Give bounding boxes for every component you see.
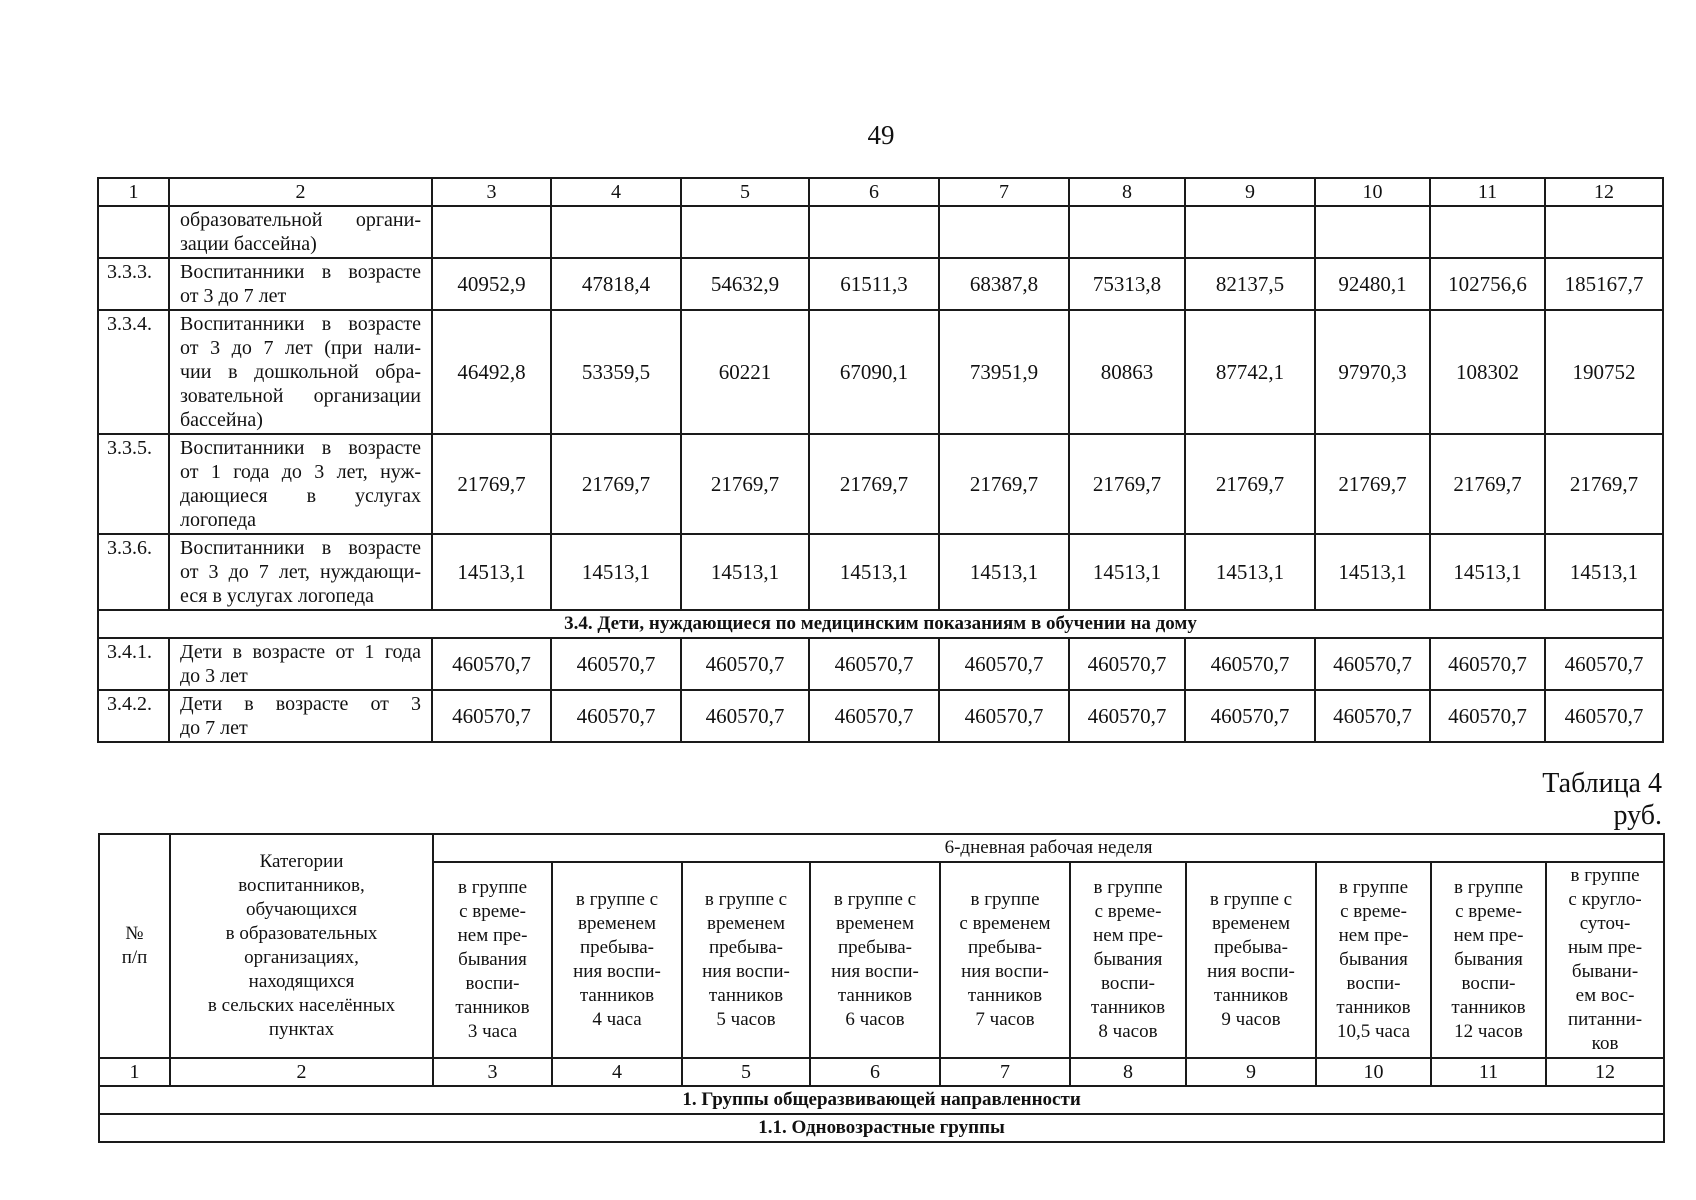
- value-cell: [809, 206, 939, 258]
- row-code: [98, 206, 169, 258]
- column-number: 5: [681, 178, 809, 206]
- group-header: в группе с временем пребыва- ния воспи- танников 6 часов: [810, 862, 940, 1058]
- value-cell: 460570,7: [1315, 690, 1430, 742]
- column-number: 11: [1430, 178, 1545, 206]
- value-cell: 460570,7: [1430, 690, 1545, 742]
- value-cell: 460570,7: [939, 690, 1069, 742]
- value-cell: 14513,1: [939, 534, 1069, 610]
- description-line: Воспитанники в возрасте: [180, 313, 421, 335]
- column-number: 8: [1070, 1058, 1186, 1086]
- column-number: 2: [169, 178, 432, 206]
- row-description: [169, 434, 432, 534]
- group-header: в группе с кругло- суточ- ным пре- бывани- ем вос- питанни- ков: [1546, 862, 1664, 1058]
- group-header: в группе с време- нем пре- бывания воспи- танников 3 часа: [433, 862, 552, 1058]
- description-line: от 3 до 7 лет, нуждающи-: [180, 561, 421, 583]
- row-code: 3.3.3.: [98, 258, 169, 310]
- column-number: 7: [939, 178, 1069, 206]
- value-cell: 53359,5: [551, 310, 681, 434]
- column-number: 5: [682, 1058, 810, 1086]
- value-cell: 460570,7: [1315, 638, 1430, 690]
- section-row: [98, 610, 1663, 638]
- column-number: 1: [99, 1058, 170, 1086]
- value-cell: 61511,3: [809, 258, 939, 310]
- value-cell: 97970,3: [1315, 310, 1430, 434]
- row-description: [169, 258, 432, 310]
- description-line: до 7 лет: [180, 717, 248, 739]
- value-cell: 46492,8: [432, 310, 551, 434]
- page-number: 49: [867, 120, 895, 150]
- value-cell: 14513,1: [432, 534, 551, 610]
- value-cell: 460570,7: [1545, 638, 1663, 690]
- value-cell: 185167,7: [1545, 258, 1663, 310]
- row-description: [169, 206, 432, 258]
- row-code: 3.3.6.: [98, 534, 169, 610]
- value-cell: 21769,7: [432, 434, 551, 534]
- value-cell: 14513,1: [1430, 534, 1545, 610]
- row-description: [169, 534, 432, 610]
- column-number: 9: [1185, 178, 1315, 206]
- group-header: в группе с временем пребыва- ния воспи- танников 4 часа: [552, 862, 682, 1058]
- row-description: [169, 310, 432, 434]
- column-number: 6: [810, 1058, 940, 1086]
- value-cell: 75313,8: [1069, 258, 1185, 310]
- description-line: бассейна): [180, 409, 263, 431]
- group-header: в группе с временем пребыва- ния воспи- танников 9 часов: [1186, 862, 1316, 1058]
- row-description: [169, 690, 432, 742]
- value-cell: 14513,1: [1185, 534, 1315, 610]
- currency-unit: руб.: [1613, 800, 1662, 831]
- value-cell: 460570,7: [1069, 638, 1185, 690]
- value-cell: 21769,7: [1315, 434, 1430, 534]
- value-cell: 21769,7: [1545, 434, 1663, 534]
- value-cell: 460570,7: [681, 638, 809, 690]
- value-cell: 73951,9: [939, 310, 1069, 434]
- description-line: Дети в возрасте от 3: [180, 693, 421, 715]
- table-row: [98, 690, 1663, 742]
- description-line: дающиеся в услугах: [180, 485, 421, 507]
- table-row: [98, 638, 1663, 690]
- row-code: 3.3.5.: [98, 434, 169, 534]
- value-cell: 47818,4: [551, 258, 681, 310]
- row-code: 3.4.2.: [98, 690, 169, 742]
- value-cell: 460570,7: [432, 638, 551, 690]
- value-cell: 108302: [1430, 310, 1545, 434]
- value-cell: 460570,7: [1069, 690, 1185, 742]
- header-row: [99, 834, 1664, 862]
- value-cell: 21769,7: [809, 434, 939, 534]
- value-cell: [1069, 206, 1185, 258]
- table-row: [98, 310, 1663, 434]
- value-cell: [1185, 206, 1315, 258]
- column-number-row: [98, 178, 1663, 206]
- value-cell: 67090,1: [809, 310, 939, 434]
- section-heading: 1. Группы общеразвивающей направленности: [99, 1086, 1664, 1114]
- column-number-row: [99, 1058, 1664, 1086]
- description-line: от 3 до 7 лет (при нали-: [180, 337, 421, 359]
- value-cell: [681, 206, 809, 258]
- value-cell: [551, 206, 681, 258]
- value-cell: 460570,7: [551, 638, 681, 690]
- description-line: еся в услугах логопеда: [180, 585, 374, 607]
- value-cell: 14513,1: [1315, 534, 1430, 610]
- table-row: [98, 206, 1663, 258]
- value-cell: 14513,1: [1069, 534, 1185, 610]
- table-4: [98, 833, 1665, 1143]
- value-cell: 190752: [1545, 310, 1663, 434]
- section-row: [99, 1086, 1664, 1114]
- column-number: 4: [552, 1058, 682, 1086]
- group-header: в группе с време- нем пре- бывания воспи- танников 10,5 часа: [1316, 862, 1431, 1058]
- value-cell: [1430, 206, 1545, 258]
- column-number: 3: [432, 178, 551, 206]
- table-caption: [1542, 768, 1662, 832]
- description-line: Дети в возрасте от 1 года: [180, 641, 421, 663]
- column-number: 1: [98, 178, 169, 206]
- value-cell: 54632,9: [681, 258, 809, 310]
- description-line: логопеда: [180, 509, 257, 531]
- value-cell: 460570,7: [939, 638, 1069, 690]
- value-cell: 92480,1: [1315, 258, 1430, 310]
- header-week: 6-дневная рабочая неделя: [433, 834, 1664, 862]
- value-cell: 102756,6: [1430, 258, 1545, 310]
- value-cell: 460570,7: [809, 638, 939, 690]
- value-cell: 21769,7: [1069, 434, 1185, 534]
- group-header: в группе с време- нем пре- бывания воспи- танников 8 часов: [1070, 862, 1186, 1058]
- column-number: 3: [433, 1058, 552, 1086]
- value-cell: 21769,7: [681, 434, 809, 534]
- description-line: до 3 лет: [180, 665, 248, 687]
- section-heading: 3.4. Дети, нуждающиеся по медицинским показаниям в обучении на дому: [98, 610, 1663, 638]
- column-number: 12: [1545, 178, 1663, 206]
- value-cell: 460570,7: [1430, 638, 1545, 690]
- description-line: зации бассейна): [180, 233, 317, 255]
- table-row: [98, 434, 1663, 534]
- value-cell: 460570,7: [1185, 690, 1315, 742]
- group-header: в группе с временем пребыва- ния воспи- танников 7 часов: [940, 862, 1070, 1058]
- column-number: 7: [940, 1058, 1070, 1086]
- value-cell: 21769,7: [1430, 434, 1545, 534]
- section-row: [99, 1114, 1664, 1142]
- value-cell: [1315, 206, 1430, 258]
- value-cell: [432, 206, 551, 258]
- value-cell: 21769,7: [551, 434, 681, 534]
- column-number: 4: [551, 178, 681, 206]
- value-cell: 460570,7: [432, 690, 551, 742]
- row-code: 3.3.4.: [98, 310, 169, 434]
- value-cell: 87742,1: [1185, 310, 1315, 434]
- column-number: 9: [1186, 1058, 1316, 1086]
- column-number: 12: [1546, 1058, 1664, 1086]
- table-row: [98, 534, 1663, 610]
- value-cell: 40952,9: [432, 258, 551, 310]
- description-line: Воспитанники в возрасте: [180, 537, 421, 559]
- row-code: 3.4.1.: [98, 638, 169, 690]
- value-cell: [1545, 206, 1663, 258]
- value-cell: 460570,7: [1185, 638, 1315, 690]
- value-cell: 21769,7: [939, 434, 1069, 534]
- value-cell: 82137,5: [1185, 258, 1315, 310]
- value-cell: 60221: [681, 310, 809, 434]
- value-cell: 460570,7: [1545, 690, 1663, 742]
- section-heading: 1.1. Одновозрастные группы: [99, 1114, 1664, 1142]
- value-cell: 460570,7: [809, 690, 939, 742]
- table-row: [98, 258, 1663, 310]
- value-cell: 14513,1: [809, 534, 939, 610]
- description-line: зовательной организации: [180, 385, 421, 407]
- column-number: 8: [1069, 178, 1185, 206]
- column-number: 2: [170, 1058, 433, 1086]
- group-header: в группе с време- нем пре- бывания воспи- танников 12 часов: [1431, 862, 1546, 1058]
- description-line: от 1 года до 3 лет, нуж-: [180, 461, 421, 483]
- value-cell: 68387,8: [939, 258, 1069, 310]
- column-number: 10: [1315, 178, 1430, 206]
- header-category: Категории воспитанников, обучающихся в образовательных организациях, находящихся в сельских населённых пунктах: [170, 834, 433, 1058]
- column-number: 6: [809, 178, 939, 206]
- tariff-table-continuation: [97, 177, 1664, 743]
- column-number: 10: [1316, 1058, 1431, 1086]
- table-title: Таблица 4: [1542, 768, 1662, 799]
- value-cell: 14513,1: [681, 534, 809, 610]
- header-number: № п/п: [99, 834, 170, 1058]
- description-line: чии в дошкольной обра-: [180, 361, 421, 383]
- row-description: [169, 638, 432, 690]
- value-cell: 21769,7: [1185, 434, 1315, 534]
- column-number: 11: [1431, 1058, 1546, 1086]
- description-line: от 3 до 7 лет: [180, 285, 287, 307]
- value-cell: 14513,1: [551, 534, 681, 610]
- value-cell: 460570,7: [551, 690, 681, 742]
- description-line: образовательной органи-: [180, 209, 421, 231]
- value-cell: 80863: [1069, 310, 1185, 434]
- value-cell: 460570,7: [681, 690, 809, 742]
- description-line: Воспитанники в возрасте: [180, 437, 421, 459]
- description-line: Воспитанники в возрасте: [180, 261, 421, 283]
- group-header: в группе с временем пребыва- ния воспи- танников 5 часов: [682, 862, 810, 1058]
- value-cell: [939, 206, 1069, 258]
- value-cell: 14513,1: [1545, 534, 1663, 610]
